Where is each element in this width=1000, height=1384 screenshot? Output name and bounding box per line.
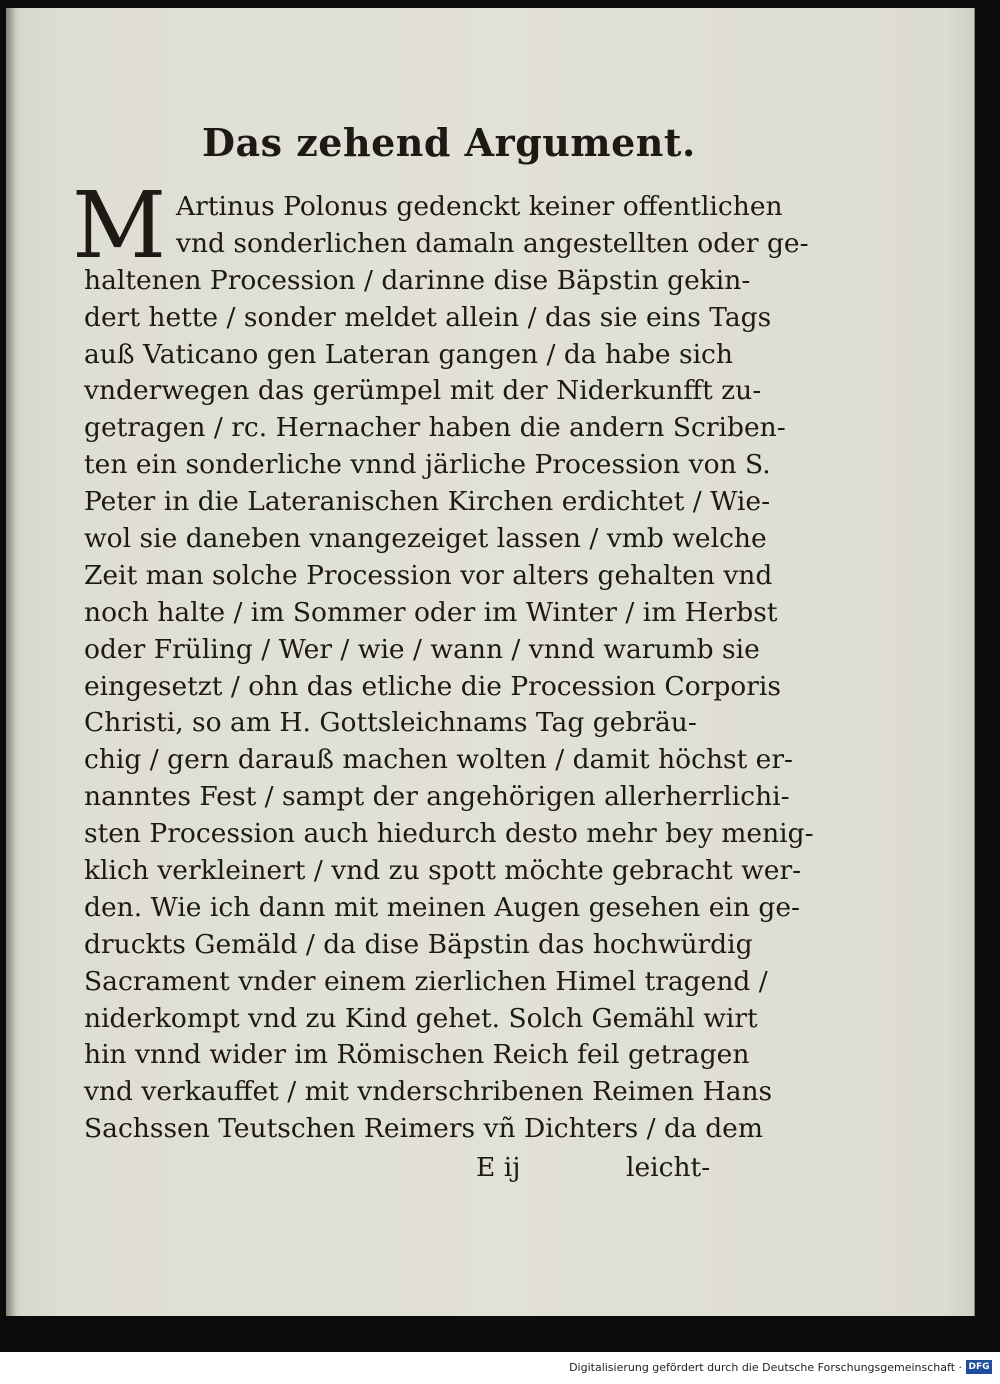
dfg-logo[interactable]: DFG: [966, 1360, 992, 1374]
text-line: Artinus Polonus gedenckt keiner offentlichen: [176, 191, 783, 222]
text-line: vnd sonderlichen damaln angestellten oder ge-: [176, 227, 809, 259]
text-line: sten Procession auch hiedurch desto mehr bey menig-: [84, 818, 814, 850]
text-line: Peter in die Lateranischen Kirchen erdichtet / Wie-: [84, 486, 771, 518]
text-line: noch halte / im Sommer oder im Winter / im Herbst: [84, 596, 778, 628]
text-line: hin vnnd wider im Römischen Reich feil getragen: [84, 1039, 750, 1071]
text-line: auß Vaticano gen Lateran gangen / da habe sich: [84, 338, 733, 370]
text-line: vnd verkauffet / mit vnderschribenen Reimen Hans: [84, 1076, 773, 1108]
body-text: [84, 189, 814, 1148]
credit-bar: [0, 1352, 1000, 1384]
text-line: ten ein sonderliche vnnd järliche Procession von S.: [84, 449, 771, 481]
text-line: wol sie daneben vnangezeiget lassen / vmb welche: [84, 523, 767, 555]
text-line: klich verkleinert / vnd zu spott möchte gebracht wer-: [84, 855, 802, 887]
text-line: nanntes Fest / sampt der angehörigen allerherrlichi-: [84, 781, 790, 813]
funding-credit: Digitalisierung gefördert durch die Deutsche Forschungsgemeinschaft ·: [569, 1361, 962, 1374]
text-line: Christi, so am H. Gottsleichnams Tag gebräu-: [84, 707, 697, 739]
page-gutter-shadow: [6, 8, 16, 1316]
text-line: vnderwegen das gerümpel mit der Niderkunfft zu-: [84, 375, 762, 407]
text-line: den. Wie ich dann mit meinen Augen gesehen ein ge-: [84, 891, 801, 923]
text-line: Zeit man solche Procession vor alters gehalten vnd: [84, 559, 773, 591]
signature-mark: E ij: [476, 1152, 521, 1183]
text-line: Sachssen Teutschen Reimers vñ Dichters / da dem: [84, 1113, 763, 1145]
text-line: getragen / rc. Hernacher haben die andern Scriben-: [84, 412, 786, 444]
text-line: eingesetzt / ohn das etliche die Procession Corporis: [84, 670, 781, 702]
text-line: haltenen Procession / darinne dise Bäpstin gekin-: [84, 264, 751, 296]
text-line: oder Früling / Wer / wie / wann / vnnd warumb sie: [84, 633, 760, 665]
text-line: chig / gern darauß machen wolten / damit höchst er-: [84, 744, 793, 776]
book-page: [6, 8, 975, 1316]
drop-cap: M: [72, 172, 167, 279]
text-line: Sacrament vnder einem zierlichen Himel tragend /: [84, 965, 768, 997]
catchword: leicht-: [626, 1152, 711, 1183]
page-heading: Das zehend Argument.: [202, 120, 696, 165]
text-line: niderkompt vnd zu Kind gehet. Solch Gemähl wirt: [84, 1002, 758, 1034]
text-line: dert hette / sonder meldet allein / das sie eins Tags: [84, 301, 772, 333]
text-line: druckts Gemäld / da dise Bäpstin das hochwürdig: [84, 928, 753, 960]
